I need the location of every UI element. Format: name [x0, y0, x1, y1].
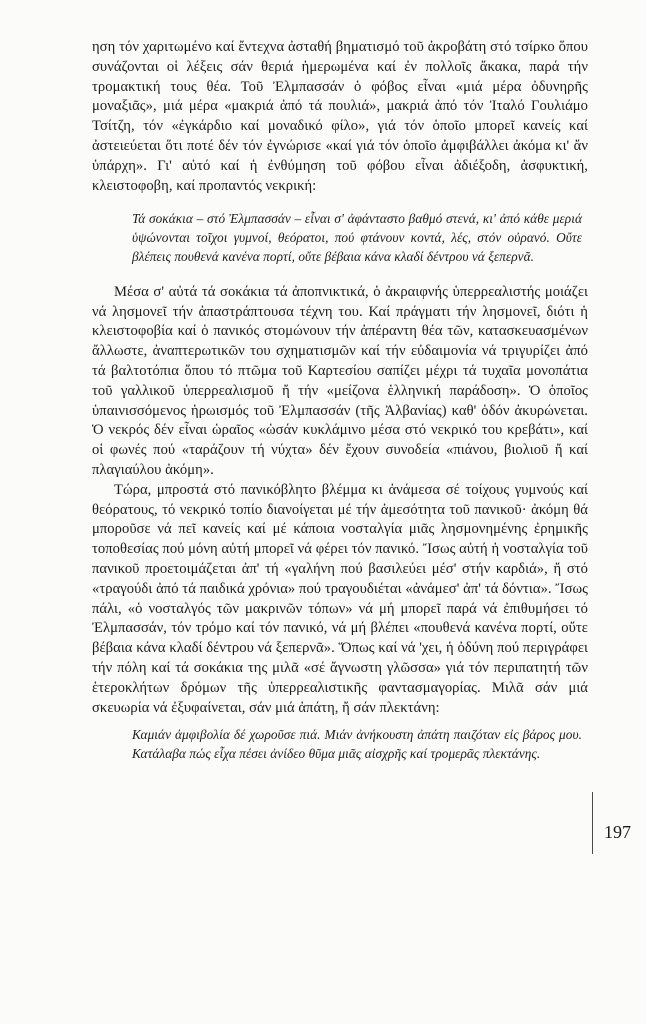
- margin-rule: [592, 792, 593, 854]
- text-column: [92, 38, 588, 780]
- paragraph-alleys: Μέσα σ' αὐτά τά σοκάκια τά ἀποπνικτικά, ὁ ἀκραιφνής ὑπερρεαλιστής μοιάζει νά λησμονεῖ τήν ἀπαστράπτουσα τέχνη του. Καί πράγματι τήν λησμονεῖ, διότι ἡ κλειστοφοβία καί ὁ πανικός στομώνουν τήν ἀπέραντη θέα τῶν, κατασκευασμένων ἄλλωστε, ἀναπτερωτικῶν του σχηματισμῶν καί τήν εὐδαιμονία νά τριγυρίζει ἀπό τά βαλτοτόπια ὅπου τό πτῶμα τοῦ Καρτεσίου σαπίζει μέχρι τά τυχαῖα μονοπάτια τοῦ γαλλικοῦ ὑπερρεαλισμοῦ ἤ τήν «μείζονα ἑλληνική παράδοση». Ὁ ὁποῖος ὑπαινισσόμενος ἡρωισμός τοῦ Ἐλμπασσάν (τῆς Ἀλβανίας) καθ' ὁδόν ἀκυρώνεται. Ὁ νεκρός δέν εἶναι ὡραῖος «ὡσάν κυκλάμινο μέσα στό νεκρικό του κρεβάτι», καί οἱ φωνές πού «ταράζουν τή νύχτα» δέν ἔχουν συνοδεία «πιάνου, βιολιοῦ ἤ καί πλαγιαύλου ἀκόμη».: [92, 283, 588, 478]
- paragraph-continued: ηση τόν χαριτωμένο καί ἔντεχνα ἀσταθή βηματισμό τοῦ ἀκροβάτη στό τσίρκο ὅπου συνάζονται οἱ λέξεις σάν θεριά ἡμερωμένα καί ἐν πολλοῖς ἄκακα, παρά τήν τρομακτική τους θέα. Τοῦ Ἐλμπασσάν ὁ φόβος εἶναι «μιά μέρα ὀδυνηρῆς μοναξιᾶς», μιά μέρα «μακριά ἀπό τά πουλιά», μακριά ἀπό τόν Ἰταλό Γουλιάμο Τσίτζη, τόν «ἐγκάρδιο καί μοναδικό φίλο», γιά τόν ὁποῖο μπορεῖ κανείς καί ἀστειεύεται ὅτι ποτέ δέν τόν ἐγνώρισε «καί γιά τόν ὁποῖο ἀμφιβάλλει ἀκόμα κι' ἄν ὑπάρχη». Γι' αὐτό καί ἡ ἐνθύμηση τοῦ φόβου εἶναι ἀδιέξοδη, ἀσφυκτική, κλειστοφοβη, καί προπαντός νεκρική:: [92, 39, 588, 194]
- block-quote-deceit: Καμιάν ἀμφιβολία δέ χωροῦσε πιά. Μιάν ἀνήκουστη ἀπάτη παιζόταν εἰς βάρος μου. Κατάλαβα πώς εἶχα πέσει ἀνίδεο θῦμα μιᾶς αἰσχρῆς καί τρομερᾶς πλεκτάνης.: [132, 727, 582, 762]
- page-number: 197: [604, 822, 631, 842]
- paragraph-panic: Τώρα, μπροστά στό πανικόβλητο βλέμμα κι ἀνάμεσα σέ τοίχους γυμνούς καί θεόρατους, τό νεκρικό τοπίο διανοίγεται μέ τήν ἀμεσότητα τοῦ πανικοῦ· ἀκόμη θά μποροῦσε νά πεῖ κανείς καί μέ κάποια νοσταλγία μιᾶς λησμονημένης ἐρημικῆς τοποθεσίας πού μόνη αὐτή μπορεῖ νά φέρει τόν πανικό. Ἴσως αὐτή ἡ νοσταλγία τοῦ πανικοῦ προετοιμάζεται ἀπ' τή «γαλήνη πού βασιλεύει μέσ' στήν καρδιά», ἤ στό «τραγούδι ἀπό τά παιδικά χρόνια» πού τραγουδιέται «ἀνάμεσ' ἀπ' τά δόντια». Ἴσως πάλι, «ὁ νοσταλγός τῶν μακρινῶν τόπων» νά μή μπορεῖ παρά νά ἐπιθυμήσει τό Ἐλμπασσάν, τόν τρόμο καί τόν πανικό, νά μή βλέπει «πουθενά κανένα πορτί, οὔτε βέβαια κάνα κλαδί δέντρου νά ξεπερνᾶ». Ὅπως καί νά 'χει, ἡ ὀδύνη πού περιγράφει τήν πόλη καί τά σοκάκια της μιλᾶ «σέ ἄγνωστη γλῶσσα» γιά τόν περιπατητή τῶν ἑτεροκλήτων δρόμων τῆς ὑπερρεαλιστικῆς φαντασμαγορίας. Μιλᾶ σάν μιά σκευωρία νά ἐξυφαίνεται, σάν μιά ἀπάτη, ἤ σάν πλεκτάνη:: [92, 481, 588, 716]
- block-quote-elbasan: Τά σοκάκια – στό Ἐλμπασσάν – εἶναι σ' ἀφάνταστο βαθμό στενά, κι' ἀπό κάθε μεριά ὑψώνονται τοῖχοι γυμνοί, θεόρατοι, πού φτάνουν κοντά, λές, στόν οὐρανό. Οὔτε βλέπεις πουθενά κανένα πορτί, οὔτε βέβαια κάνα κλαδί δέντρου νά ξεπερνᾶ.: [132, 211, 582, 264]
